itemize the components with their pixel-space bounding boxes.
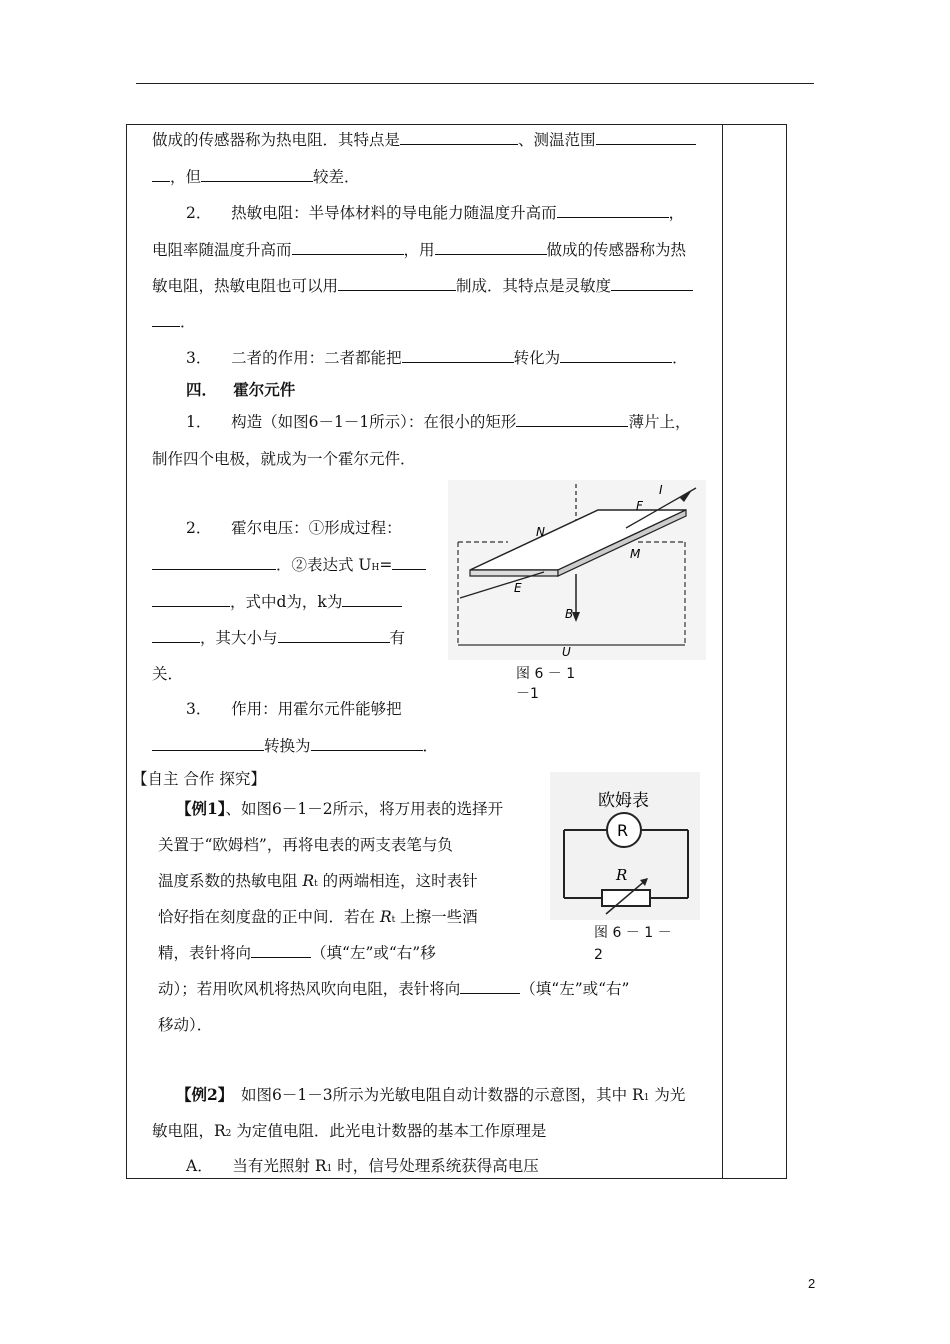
ex2-line-2: 敏电阻，R2 为定值电阻．此光电计数器的基本工作原理是 xyxy=(152,1122,547,1140)
sec4-p2-line-1: 2． 霍尔电压：①形成过程： xyxy=(186,519,402,537)
sec3-line-1: 做成的传感器称为热电阻．其特点是 、测温范围 xyxy=(152,130,696,150)
figure-caption-6-1-2-cont: 2 xyxy=(594,947,603,963)
table-column-divider xyxy=(722,124,723,1179)
explore-heading: 【自主 合作 探究】 xyxy=(132,770,266,788)
sec4-p2-line-4: ，其大小与 有 xyxy=(152,628,405,648)
sec4-p2-line-3: ，式中d为，k为 xyxy=(152,592,402,612)
ohmmeter-title: 欧姆表 xyxy=(598,791,649,811)
sec3-p2-line-4: ． xyxy=(152,312,196,332)
ex1-line-1: 【例1】、如图6－1－2所示，将万用表的选择开 xyxy=(176,799,504,818)
ex1-line-6: 动）；若用吹风机将热风吹向电阻，表针将向 （填“左”或“右” xyxy=(158,980,630,998)
sec3-line-2: ，但 较差． xyxy=(152,167,360,187)
label-e: E xyxy=(514,581,522,595)
ex1-line-2: 关置于“欧姆档”，再将电表的两支表笔与负 xyxy=(158,836,453,854)
ex1-line-3: 温度系数的热敏电阻 Rt 的两端相连，这时表针 xyxy=(158,872,478,890)
sec4-p1-line-1: 1． 构造（如图6－1－1所示）：在很小的矩形 薄片上， xyxy=(186,413,691,431)
sec4-p3-line-1: 3． 作用：用霍尔元件能够把 xyxy=(186,700,402,718)
page-number: 2 xyxy=(808,1276,816,1291)
sec4-p2-line-2: ．②表达式 UH= xyxy=(152,555,426,578)
figure-caption-6-1-2: 图 6 － 1 － xyxy=(594,925,672,941)
ex1-line-7: 移动）． xyxy=(158,1016,213,1034)
figure-caption-6-1-1: 图 6 － 1 xyxy=(516,666,576,682)
label-f: F xyxy=(636,499,643,513)
ohmmeter-circuit-figure xyxy=(550,772,700,920)
label-b: B xyxy=(565,607,574,621)
hall-element-figure xyxy=(448,480,706,660)
sec3-p3: 3． 二者的作用：二者都能把 转化为 ． xyxy=(186,349,688,367)
sec3-p2-line-2: 电阻率随温度升高而 ，用 做成的传感器称为热 xyxy=(152,241,687,259)
meter-symbol: R xyxy=(617,821,629,840)
sec4-p3-line-2: 转换为 ． xyxy=(152,736,438,756)
thermistor-label: R xyxy=(616,866,628,884)
figure-caption-6-1-1-cont: －1 xyxy=(516,686,539,702)
sec4-heading: 四． 霍尔元件 xyxy=(186,380,296,399)
sec3-p2-line-3: 敏电阻，热敏电阻也可以用 制成．其特点是灵敏度 xyxy=(152,276,693,296)
sec3-p2-line-1: 2． 热敏电阻：半导体材料的导电能力随温度升高而 ， xyxy=(186,204,685,222)
sec4-p2-line-5: 关． xyxy=(152,665,184,683)
ex2-line-1: 【例2】 如图6－1－3所示为光敏电阻自动计数器的示意图，其中 R1 为光 xyxy=(176,1085,686,1104)
header-rule xyxy=(136,83,814,84)
ex1-line-5: 精，表针将向 （填“左”或“右”移 xyxy=(158,944,436,962)
label-u: U xyxy=(562,645,571,659)
ex1-line-4: 恰好指在刻度盘的正中间．若在 Rt 上擦一些酒 xyxy=(158,908,478,926)
label-m: M xyxy=(630,547,641,561)
sec4-p1-line-2: 制作四个电极，就成为一个霍尔元件． xyxy=(152,450,416,468)
label-n: N xyxy=(536,525,545,539)
ex2-option-a: A． 当有光照射 R1 时，信号处理系统获得高电压 xyxy=(186,1157,539,1175)
label-i: I xyxy=(659,483,663,497)
